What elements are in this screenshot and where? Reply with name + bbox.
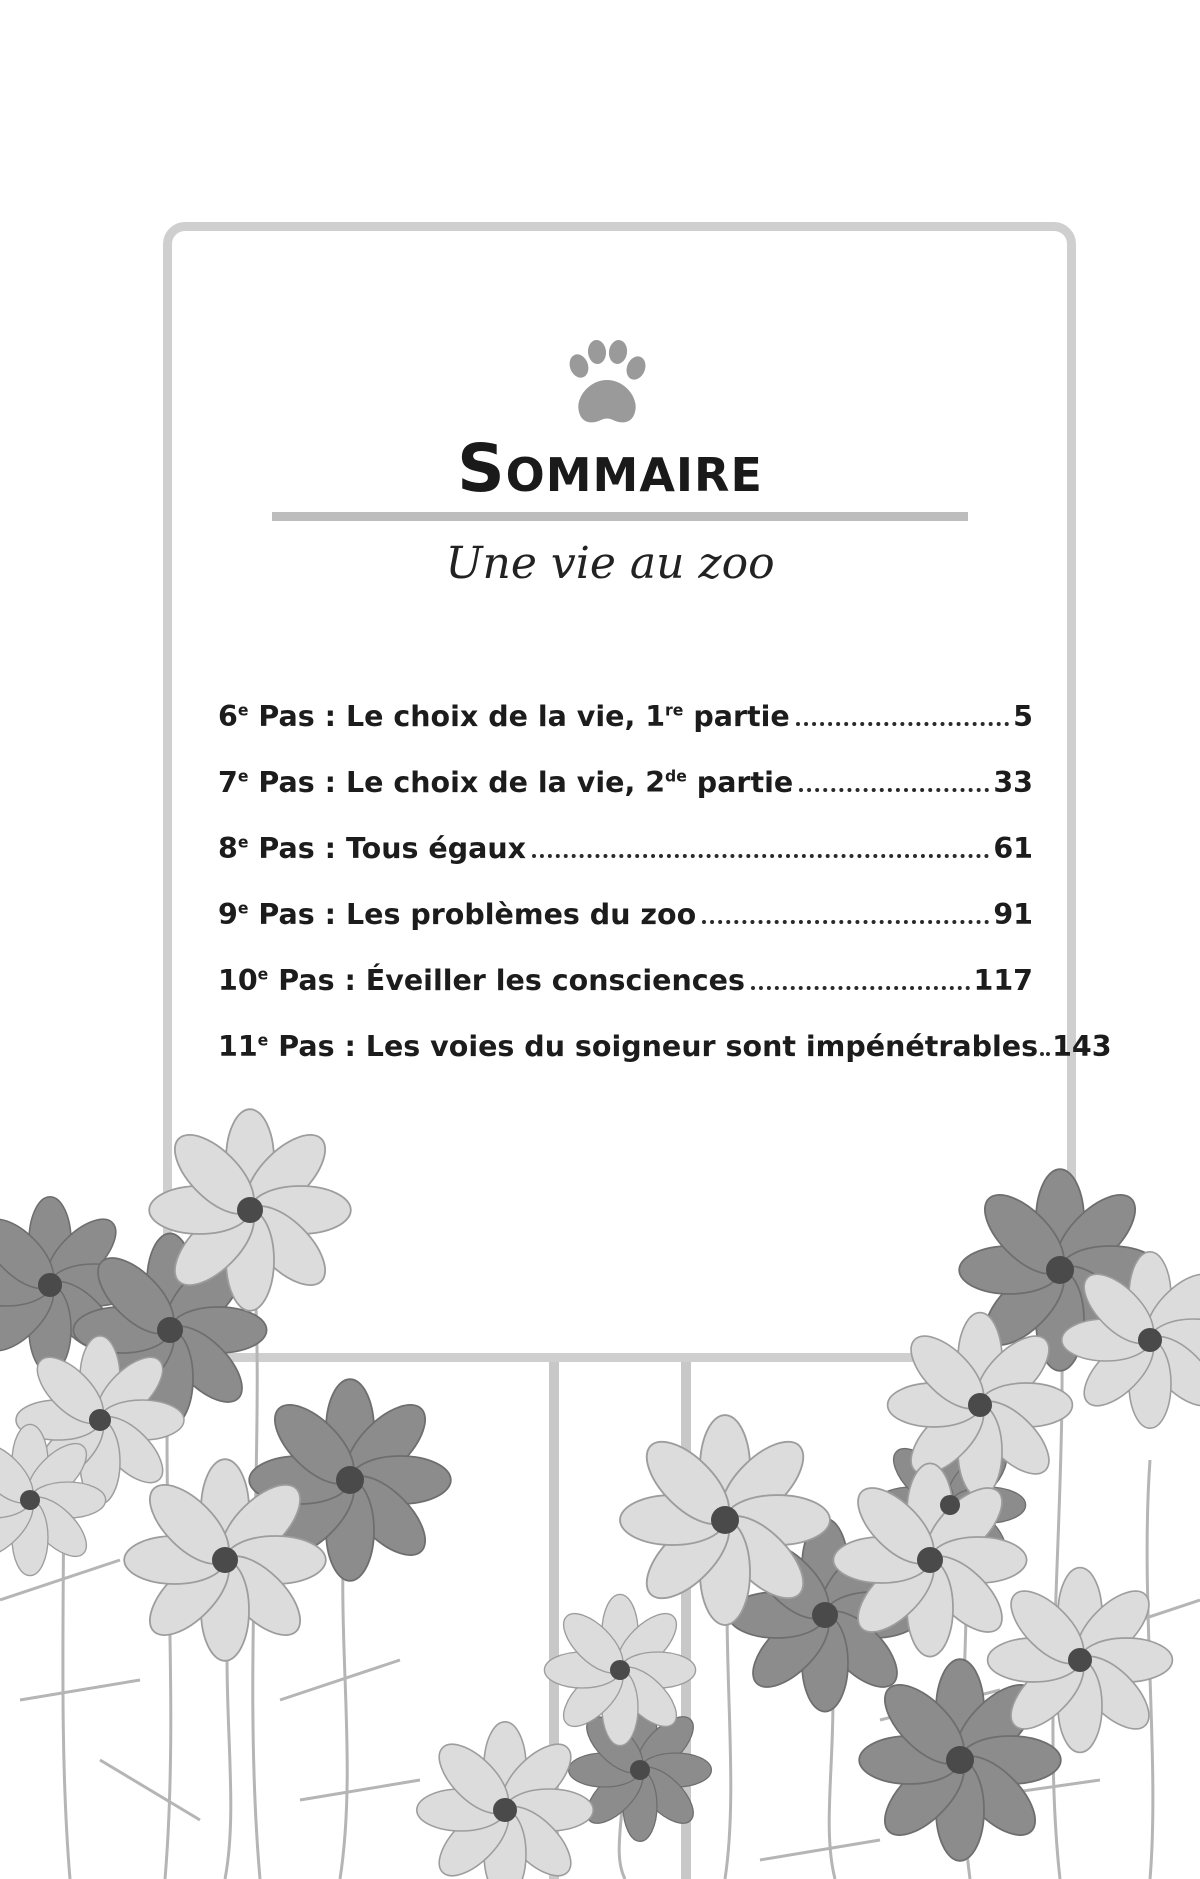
toc-step: 11e xyxy=(218,1030,269,1063)
toc-title: Pas : Les problèmes du zoo xyxy=(258,898,697,931)
toc-title: Pas : Tous égaux xyxy=(258,832,527,865)
page-subtitle: Une vie au zoo xyxy=(445,538,775,589)
toc-page-number: 5 xyxy=(1013,700,1033,733)
toc-title: Pas : Éveiller les consciences xyxy=(278,964,745,997)
toc-title: Pas : Les voies du soigneur sont impénétrables xyxy=(278,1030,1039,1063)
toc-title: Pas : Le choix de la vie, 2de partie xyxy=(258,766,794,799)
toc-page-number: 117 xyxy=(973,964,1033,997)
toc-page-number: 33 xyxy=(993,766,1033,799)
page-title: Sommaire xyxy=(457,430,763,507)
toc-step: 10e xyxy=(218,964,269,997)
toc-step: 7e xyxy=(218,766,249,799)
toc-step: 6e xyxy=(218,700,249,733)
toc-step: 9e xyxy=(218,898,249,931)
toc-page-number: 61 xyxy=(993,832,1033,865)
toc-step: 8e xyxy=(218,832,249,865)
toc-page-number: 91 xyxy=(993,898,1033,931)
toc-page-number: 143 xyxy=(1052,1030,1112,1063)
toc-title: Pas : Le choix de la vie, 1re partie xyxy=(258,700,790,733)
